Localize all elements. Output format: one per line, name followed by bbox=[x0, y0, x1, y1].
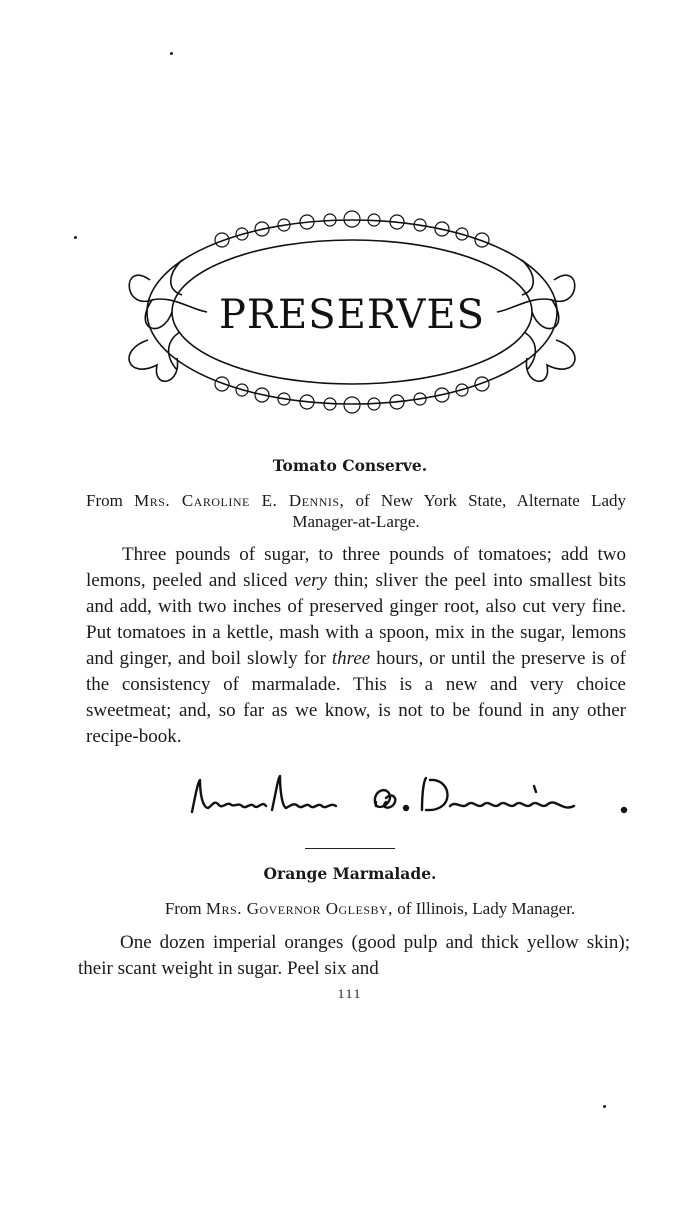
recipe-title-tomato-conserve: Tomato Conserve. bbox=[272, 456, 428, 475]
source-prefix: From bbox=[164, 899, 206, 918]
recipe-title-orange-marmalade: Orange Marmalade. bbox=[263, 864, 437, 883]
source-suffix: of Illinois, Lady Manager. bbox=[392, 899, 576, 918]
recipe-body-orange-marmalade: One dozen imperial oranges (good pulp and thick yellow skin); their scant weight in sugar. Peel six and bbox=[78, 932, 630, 979]
body-text-segment: hours, or until the preserve is of the consistency of marmalade. This is a new and very choice sweetmeat; and, so far as we know, is not to be found in any other recipe-book. bbox=[86, 648, 626, 747]
body-emphasis: very bbox=[294, 570, 327, 591]
print-speck bbox=[74, 236, 77, 239]
source-name: Mrs. Governor Oglesby, bbox=[205, 899, 393, 918]
preserves-wreath-ornament bbox=[112, 200, 592, 425]
print-speck bbox=[603, 1105, 606, 1108]
recipe-source-tomato-conserve bbox=[86, 490, 626, 532]
ornament-title: PRESERVES bbox=[218, 292, 485, 338]
print-speck bbox=[170, 52, 173, 55]
signature-image bbox=[190, 772, 640, 820]
section-divider bbox=[305, 848, 395, 849]
handwritten-signature bbox=[190, 772, 640, 820]
body-emphasis: three bbox=[331, 648, 371, 669]
source-suffix: of New York State, Alternate Lady Manager-at-Large. bbox=[292, 491, 626, 531]
source-prefix: From bbox=[86, 491, 135, 510]
recipe-body-tomato-conserve bbox=[86, 542, 626, 750]
source-name: Mrs. Caroline E. Dennis, bbox=[134, 491, 345, 510]
recipe-source-orange-marmalade bbox=[110, 898, 630, 919]
page-number: 111 bbox=[337, 986, 363, 1001]
body-text-segment: thin; sliver the peel into smallest bits and add, with two inches of preserved ginger root, also cut very fine. Put tomatoes in a kettle, mash with a spoon, mix in the sugar, lemons and ginger, and boil slowly for bbox=[86, 570, 627, 669]
body-text-segment: Three pounds of sugar, to three pounds of tomatoes; add two lemons, peeled and sliced bbox=[86, 544, 626, 591]
